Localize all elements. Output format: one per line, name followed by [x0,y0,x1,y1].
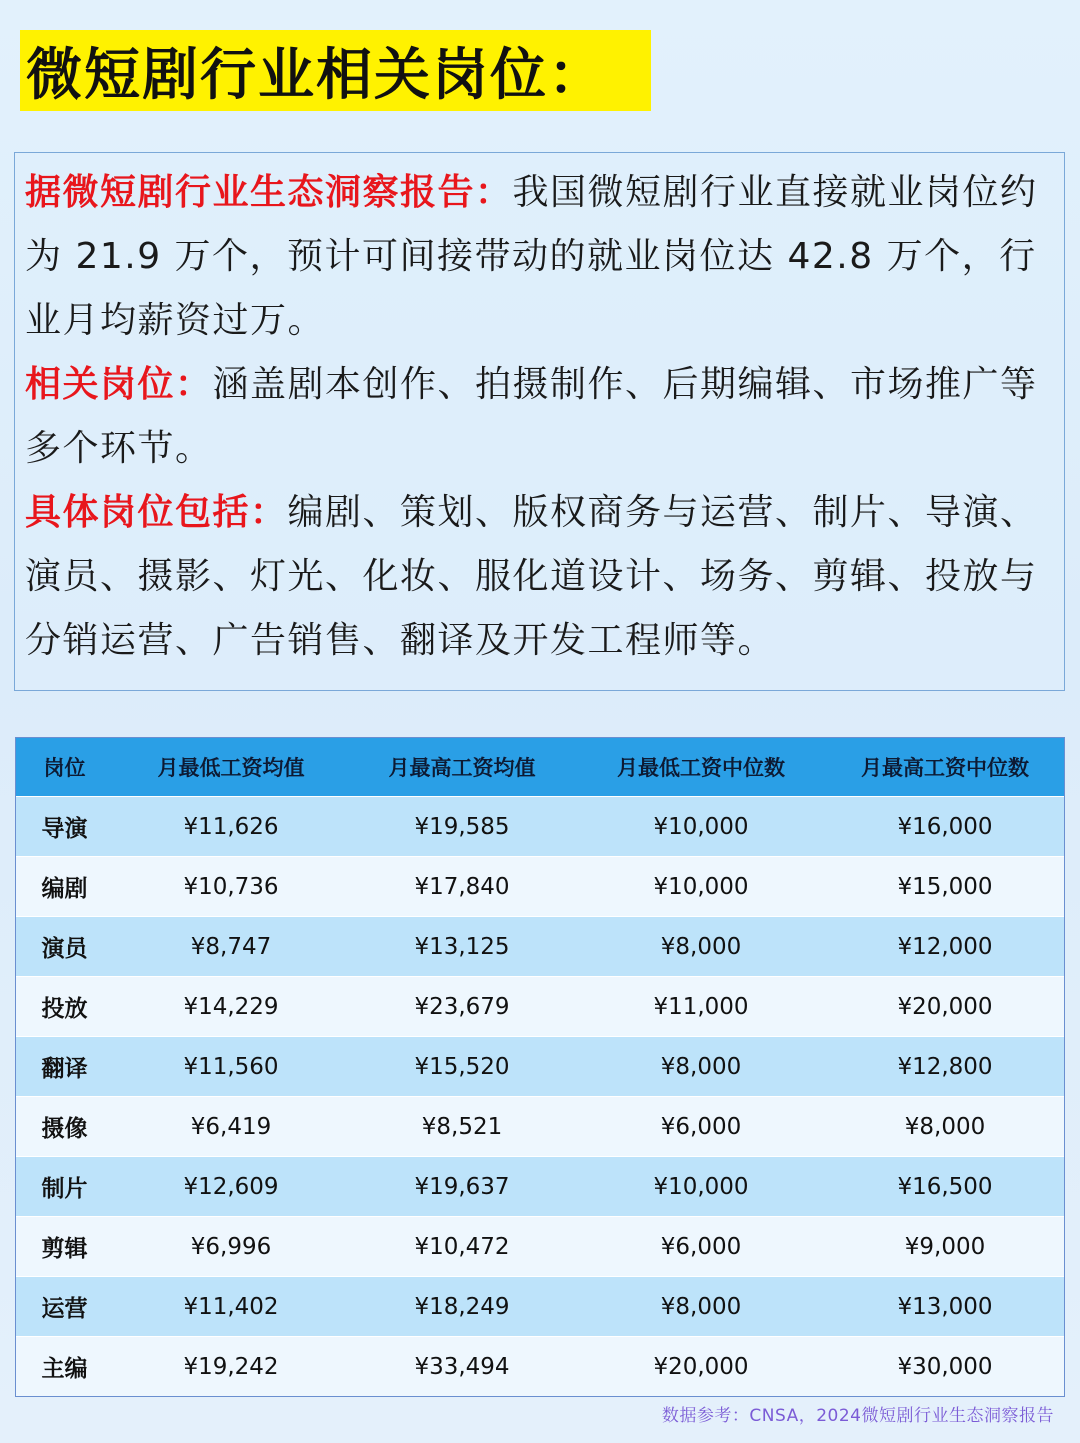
cell-min-avg: ¥10,736 [183,873,279,900]
cell-min-avg: ¥12,609 [183,1173,279,1200]
cell-max-avg: ¥10,472 [414,1233,510,1260]
cell-min-avg: ¥11,560 [183,1053,279,1080]
cell-max-avg: ¥17,840 [414,873,510,900]
intro-paragraph-related-jobs [25,353,1054,481]
cell-job: 剪辑 [41,1236,88,1262]
intro-paragraph-specific-jobs [25,481,1054,673]
source-note: 数据参考：CNSA，2024微短剧行业生态洞察报告 [661,1406,1054,1426]
table-row [16,1276,1064,1336]
cell-min-median: ¥8,000 [660,1293,742,1320]
specific-jobs-text: 编剧、策划、版权商务与运营、制片、导演、演员、摄影、灯光、化妆、服化道设计、场务、剪辑、投放与分销运营、广告销售、翻译及开发工程师等。 [25,492,1038,661]
cell-max-avg: ¥18,249 [414,1293,510,1320]
cell-job: 主编 [41,1356,88,1382]
cell-job: 翻译 [41,1056,88,1082]
cell-max-avg: ¥19,637 [414,1173,510,1200]
cell-min-median: ¥8,000 [660,933,742,960]
table-body [16,796,1064,1396]
header-min-avg: 月最低工资均值 [157,756,305,780]
report-text: 我国微短剧行业直接就业岗位约为 21.9 万个，预计可间接带动的就业岗位达 42.8 万个，行业月均薪资过万。 [25,172,1038,341]
cell-max-median: ¥15,000 [897,873,993,900]
cell-max-avg: ¥19,585 [414,813,510,840]
table-row [16,1336,1064,1396]
cell-max-median: ¥12,800 [897,1053,993,1080]
intro-paragraph-report [25,161,1054,353]
cell-min-median: ¥10,000 [653,813,749,840]
table-row [16,976,1064,1036]
related-jobs-label: 相关岗位： [25,364,213,405]
cell-min-avg: ¥19,242 [183,1353,279,1380]
page-title: 微短剧行业相关岗位： [20,30,651,111]
cell-job: 演员 [41,936,88,962]
table-row [16,856,1064,916]
cell-job: 编剧 [41,876,88,902]
cell-min-median: ¥6,000 [660,1233,742,1260]
cell-min-median: ¥8,000 [660,1053,742,1080]
cell-max-avg: ¥33,494 [414,1353,510,1380]
cell-min-avg: ¥6,419 [190,1113,272,1140]
cell-max-avg: ¥23,679 [414,993,510,1020]
table-row [16,1096,1064,1156]
cell-min-median: ¥11,000 [653,993,749,1020]
header-max-median: 月最高工资中位数 [861,756,1029,780]
cell-max-median: ¥30,000 [897,1353,993,1380]
cell-max-avg: ¥13,125 [414,933,510,960]
cell-job: 投放 [41,996,88,1022]
cell-job: 导演 [41,816,88,842]
table-row [16,796,1064,856]
cell-min-avg: ¥8,747 [190,933,272,960]
cell-min-median: ¥20,000 [653,1353,749,1380]
cell-max-median: ¥16,000 [897,813,993,840]
table-header-row [16,738,1064,796]
header-min-median: 月最低工资中位数 [617,756,785,780]
cell-job: 摄像 [41,1116,88,1142]
specific-jobs-label: 具体岗位包括： [25,492,288,533]
cell-job: 运营 [41,1296,88,1322]
table-row [16,1036,1064,1096]
cell-max-median: ¥16,500 [897,1173,993,1200]
cell-min-median: ¥6,000 [660,1113,742,1140]
cell-min-avg: ¥11,402 [183,1293,279,1320]
intro-text-box [14,152,1065,691]
cell-max-median: ¥8,000 [904,1113,986,1140]
table-row [16,1216,1064,1276]
cell-max-avg: ¥8,521 [421,1113,503,1140]
table-row [16,1156,1064,1216]
cell-max-median: ¥13,000 [897,1293,993,1320]
report-label: 据微短剧行业生态洞察报告： [25,172,513,213]
cell-min-median: ¥10,000 [653,1173,749,1200]
cell-min-avg: ¥14,229 [183,993,279,1020]
header-job: 岗位 [43,756,86,780]
related-jobs-text: 涵盖剧本创作、拍摄制作、后期编辑、市场推广等多个环节。 [25,364,1038,469]
header-max-avg: 月最高工资均值 [388,756,536,780]
salary-table [15,737,1065,1397]
cell-max-median: ¥9,000 [904,1233,986,1260]
cell-min-median: ¥10,000 [653,873,749,900]
table-row [16,916,1064,976]
cell-max-avg: ¥15,520 [414,1053,510,1080]
cell-max-median: ¥20,000 [897,993,993,1020]
cell-min-avg: ¥6,996 [190,1233,272,1260]
cell-min-avg: ¥11,626 [183,813,279,840]
cell-max-median: ¥12,000 [897,933,993,960]
cell-job: 制片 [41,1176,88,1202]
